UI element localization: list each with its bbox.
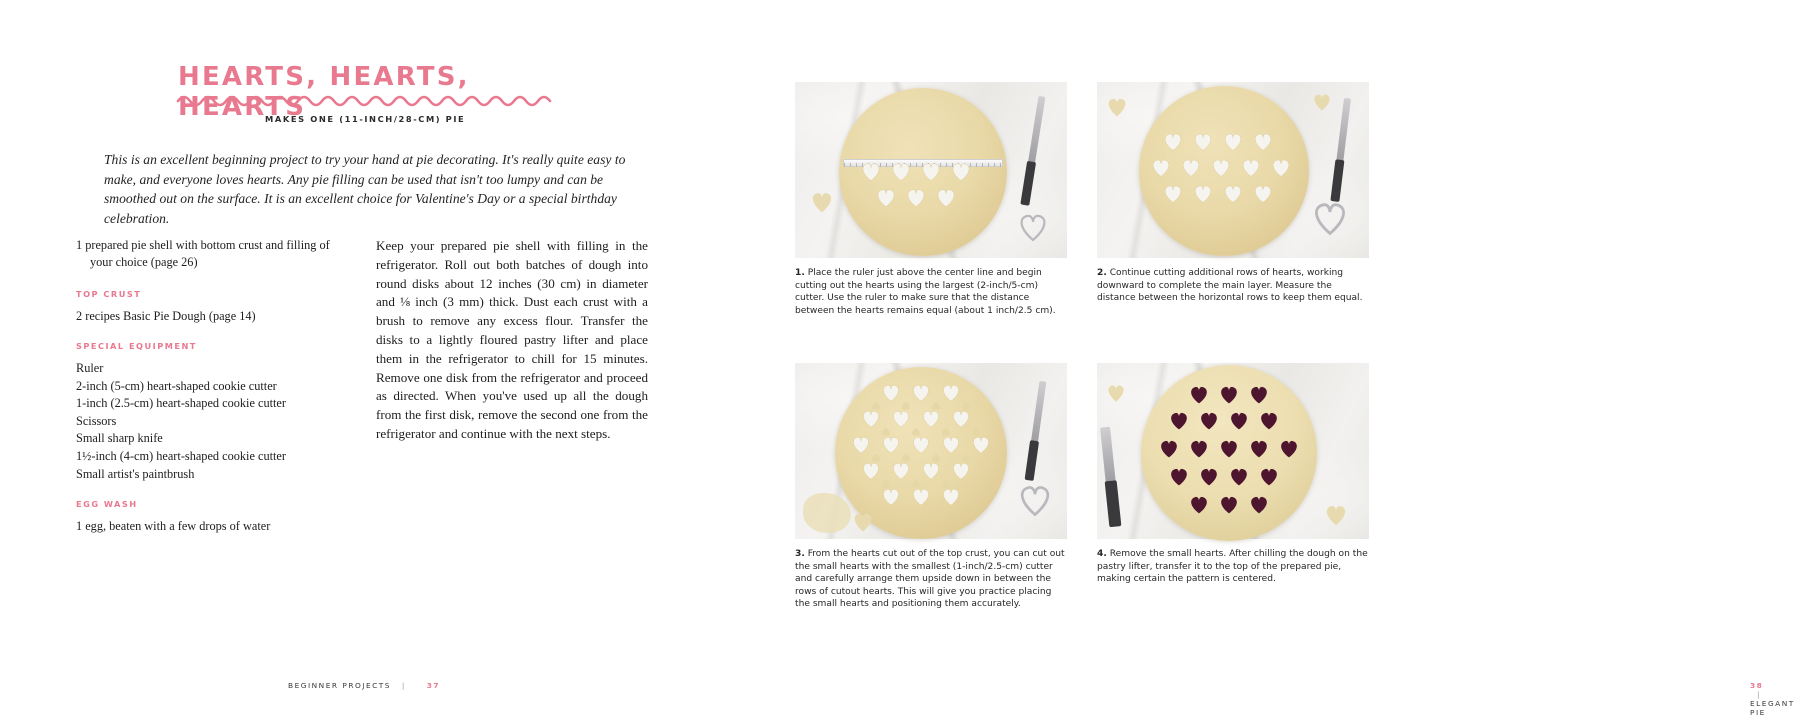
step-2-number: 2. xyxy=(1097,268,1107,278)
footer-divider: | xyxy=(1757,690,1761,699)
step-3-number: 3. xyxy=(795,549,805,559)
step-2-photo xyxy=(1097,82,1369,258)
section-heading-top-crust: TOP CRUST xyxy=(76,289,142,300)
step-2-text: Continue cutting additional rows of hearts, working downward to complete the main layer. Measure the distance between the horizontal rows to keep them equal. xyxy=(1097,268,1363,304)
left-page xyxy=(0,0,722,723)
step-3-text: From the hearts cut out of the top crust, you can cut out the small hearts with the smallest (1-inch/2.5-cm) cutter and carefully arrange them upside down in between the rows of cutout hearts. This will give you practice placing the small hearts and positioning them accurately. xyxy=(795,549,1065,610)
step-1 xyxy=(795,82,1067,317)
footer-divider: | xyxy=(401,681,406,690)
list-item: 1 egg, beaten with a few drops of water xyxy=(76,518,271,533)
ingredient-lead-line2: your choice (page 26) xyxy=(90,254,198,269)
heart-cookie-cutter-icon xyxy=(1017,483,1053,517)
cut-hearts-overlay xyxy=(1139,86,1309,256)
heart-cookie-cutter-icon xyxy=(1311,200,1349,236)
step-3 xyxy=(795,363,1067,611)
footer-section-label: BEGINNER PROJECTS xyxy=(288,681,391,690)
step-1-number: 1. xyxy=(795,268,805,278)
right-page xyxy=(722,0,1795,723)
heart-cookie-cutter-icon xyxy=(1017,212,1049,242)
page-number: 38 xyxy=(1750,681,1764,690)
step-4-text: Remove the small hearts. After chilling the dough on the pastry lifter, transfer it to the top of the prepared pie, making certain the pattern is centered. xyxy=(1097,549,1368,585)
filling-hearts-overlay xyxy=(1141,365,1317,541)
section-heading-egg-wash: EGG WASH xyxy=(76,499,138,510)
special-equipment-list xyxy=(76,360,346,482)
page-subtitle: MAKES ONE (11-INCH/28-CM) PIE xyxy=(265,114,466,124)
list-item: 1½-inch (4-cm) heart-shaped cookie cutter xyxy=(76,448,286,463)
egg-wash-list xyxy=(76,518,346,535)
step-1-text: Place the ruler just above the center line and begin cutting out the hearts using the largest (2-inch/5-cm) cutter. Use the ruler to make sure that the distance between the hearts remains equal (about 1 inch/2.5 cm). xyxy=(795,268,1056,316)
step-1-photo xyxy=(795,82,1067,258)
list-item: Ruler xyxy=(76,360,104,375)
step-4-caption xyxy=(1097,548,1369,586)
step-4 xyxy=(1097,363,1369,586)
top-crust-list xyxy=(76,308,346,325)
decorative-squiggle xyxy=(178,92,550,106)
ingredients-column xyxy=(76,237,346,535)
list-item: 2 recipes Basic Pie Dough (page 14) xyxy=(76,308,256,323)
ingredient-lead-line1: 1 prepared pie shell with bottom crust and filling of xyxy=(76,238,330,252)
heart-scrap-icon xyxy=(1311,92,1333,112)
list-item: Small artist's paintbrush xyxy=(76,466,195,481)
step-1-caption xyxy=(795,267,1067,317)
footer-section-label: ELEGANT PIE xyxy=(1750,699,1795,717)
step-2-caption xyxy=(1097,267,1369,305)
list-item: 2-inch (5-cm) heart-shaped cookie cutter xyxy=(76,378,277,393)
step-3-photo xyxy=(795,363,1067,539)
step-3-caption xyxy=(795,548,1067,611)
heart-scrap-icon xyxy=(1105,96,1129,118)
page-title: HEARTS, HEARTS, HEARTS xyxy=(178,62,470,122)
step-4-number: 4. xyxy=(1097,549,1107,559)
intro-paragraph: This is an excellent beginning project to try your hand at pie decorating. It's really quite easy to make, and everyone loves hearts. Any pie filling can be used that isn't too lumpy and can be smoothed out on the surface. It is an excellent choice for Valentine's Day or a special birthday celebration. xyxy=(104,152,626,226)
footer-left xyxy=(288,681,440,690)
heart-scrap-icon xyxy=(851,511,875,533)
list-item: Small sharp knife xyxy=(76,431,163,446)
heart-scrap-icon xyxy=(809,190,835,214)
page-number: 37 xyxy=(426,681,440,690)
heart-scrap-icon xyxy=(1323,503,1349,527)
list-item: 1-inch (2.5-cm) heart-shaped cookie cutter xyxy=(76,396,286,411)
cut-hearts-overlay xyxy=(839,88,1007,256)
body-column: Keep your prepared pie shell with filling in the refrigerator. Roll out both batches of dough into round disks about 12 inches (30 cm) in diameter and ⅛ inch (3 mm) thick. Dust each crust with a brush to remove any excess flour. Transfer the disks to a lightly floured pastry lifter and place them in the refrigerator to chill for 15 minutes. Remove one disk from the refrigerator and proceed as directed. When you've used up all the dough from the first disk, remove the second one from the refrigerator and continue with the next steps. xyxy=(376,238,648,441)
heart-scrap-icon xyxy=(1105,383,1127,403)
section-heading-special-equipment: SPECIAL EQUIPMENT xyxy=(76,341,197,352)
list-item: Scissors xyxy=(76,413,117,428)
ingredient-lead xyxy=(76,237,346,270)
step-2 xyxy=(1097,82,1369,305)
footer-right xyxy=(1750,681,1795,717)
step-4-photo xyxy=(1097,363,1369,539)
dough-scrap xyxy=(803,493,851,533)
